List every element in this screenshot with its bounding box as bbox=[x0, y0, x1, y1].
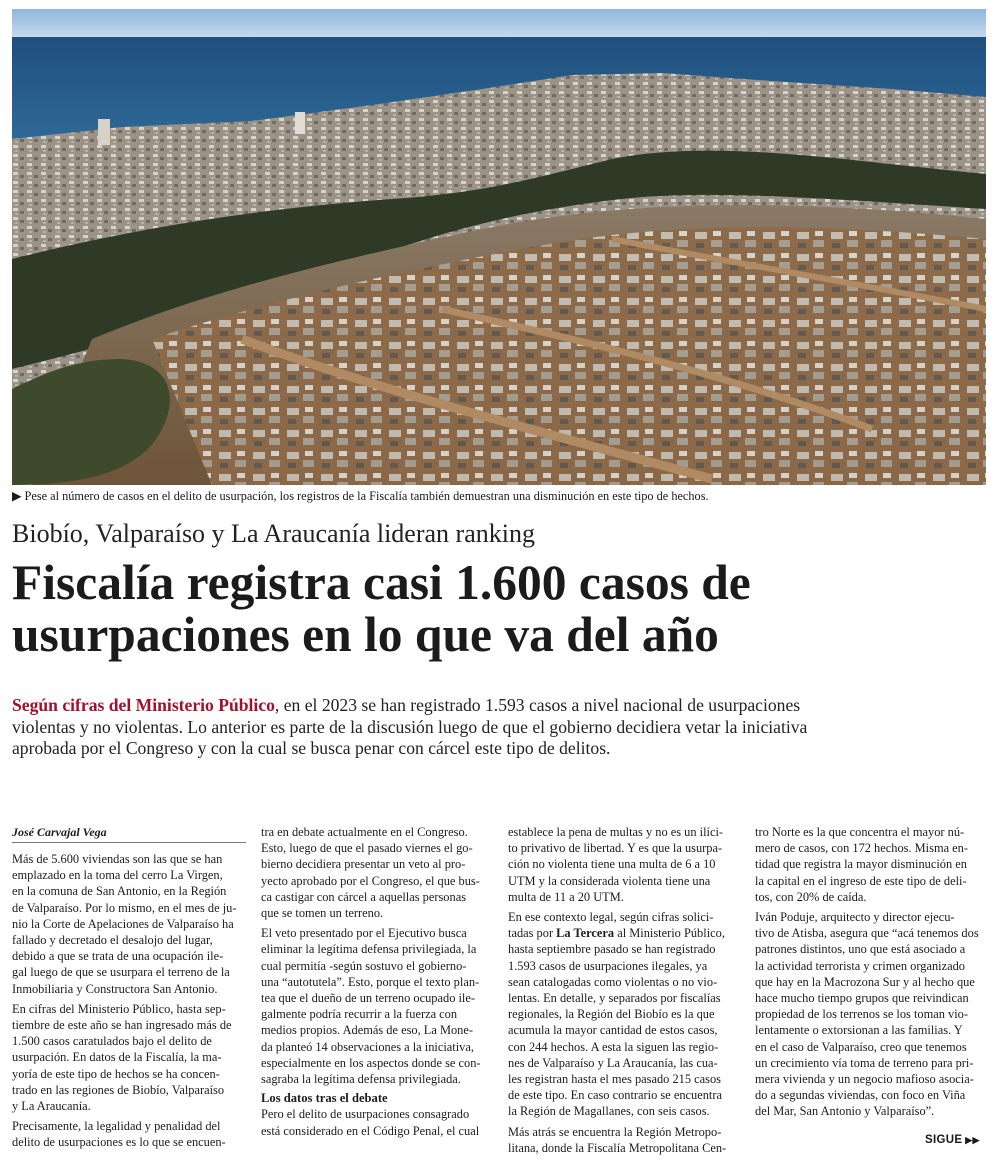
body-line: lentamente o extorsionan a las familias. Y bbox=[755, 1023, 963, 1038]
body-line: lentas. En detalle, y separados por fiscalías bbox=[508, 991, 721, 1006]
body-line: propiedad de los terrenos se los toman vio- bbox=[755, 1007, 969, 1022]
body-line: en la comuna de San Antonio, en la Región bbox=[12, 884, 227, 899]
lede-line-1 bbox=[12, 695, 992, 717]
body-line: multa de 11 a 20 UTM. bbox=[508, 889, 624, 904]
body-line: tivo de Atisba, asegura que “acá tenemos dos bbox=[755, 926, 979, 941]
body-line: con 244 hechos. A esta la siguen las regio- bbox=[508, 1039, 719, 1054]
body-line: yoría de este tipo de hechos se ha concen- bbox=[12, 1066, 220, 1081]
photo-caption bbox=[12, 489, 988, 503]
body-line: de Valparaíso. Por lo mismo, en el mes de ju- bbox=[12, 900, 237, 915]
body-line: da planteó 14 observaciones a la iniciativa, bbox=[261, 1039, 474, 1054]
lede bbox=[12, 695, 992, 760]
body-line: Precisamente, la legalidad y penalidad del bbox=[12, 1119, 221, 1134]
body-line: establece la pena de multas y no es un ilíci- bbox=[508, 825, 724, 839]
headline-line-1: Fiscalía registra casi 1.600 casos de bbox=[12, 555, 751, 610]
headline bbox=[12, 557, 992, 661]
headline-line-2: usurpaciones en lo que va del año bbox=[12, 607, 719, 662]
body-line: nes de Valparaíso y La Araucanía, las cua- bbox=[508, 1055, 718, 1070]
body-line: trado en las regiones de Biobío, Valparaíso bbox=[12, 1082, 225, 1097]
lede-lead-red: Según cifras del Ministerio Público bbox=[12, 695, 275, 715]
column-1-body bbox=[12, 851, 246, 1151]
column-3-body-b bbox=[508, 941, 742, 1156]
body-line: la capital en el ingreso de este tipo de deli- bbox=[755, 873, 967, 888]
article-column-3 bbox=[508, 824, 742, 1156]
body-line: tiembre de este año se han ingresado más de bbox=[12, 1018, 232, 1033]
aerial-photo bbox=[12, 9, 986, 485]
body-line: está considerado en el Código Penal, el cual bbox=[261, 1123, 480, 1138]
body-line: ción no violenta tiene una multa de 6 a 10 bbox=[508, 857, 716, 872]
body-line: galmente podría recurrir a la fuerza con bbox=[261, 1007, 458, 1022]
column-2-body-a bbox=[261, 824, 495, 1087]
body-line: que se tomen un terreno. bbox=[261, 906, 384, 921]
body-line: tro Norte es la que concentra el mayor nú- bbox=[755, 825, 965, 839]
article-column-1 bbox=[12, 824, 246, 1151]
body-line: delito de usurpaciones es lo que se encuen- bbox=[12, 1135, 226, 1150]
section-subhead: Los datos tras el debate bbox=[261, 1091, 388, 1106]
body-line: acumula la mayor cantidad de estos casos, bbox=[508, 1023, 718, 1038]
body-line: eliminar la legítima defensa privilegiada, la bbox=[261, 942, 477, 957]
body-line: una “autotutela”. Esto, porque el texto plan- bbox=[261, 974, 480, 989]
kicker: Biobío, Valparaíso y La Araucanía lideran ranking bbox=[12, 519, 535, 548]
newspaper-name: La Tercera bbox=[556, 926, 615, 941]
double-arrow-icon: ▶▶ bbox=[965, 1134, 980, 1145]
column-4-body bbox=[755, 824, 989, 1120]
body-line: cual permitía -según sostuvo el gobierno- bbox=[261, 958, 467, 973]
body-line: tra en debate actualmente en el Congreso. bbox=[261, 825, 468, 839]
body-line: mero de casos, con 172 hechos. Misma en- bbox=[755, 841, 968, 856]
body-line: Inmobiliaria y Constructora San Antonio. bbox=[12, 981, 218, 996]
body-line: Iván Poduje, arquitecto y director ejecu- bbox=[755, 910, 955, 925]
column-3-text: al Ministerio Público, bbox=[614, 926, 725, 941]
body-line: 1.593 casos de usurpaciones ilegales, ya bbox=[508, 958, 708, 973]
lede-line-2: violentas y no violentas. Lo anterior es parte de la discusión luego de que el gobierno decidiera vetar la iniciativa bbox=[12, 716, 808, 737]
body-line: nio la Corte de Apelaciones de Valparaíso ha bbox=[12, 916, 234, 931]
body-line: to privativo de libertad. Y es que la usurpa- bbox=[508, 841, 723, 856]
body-line: del Mar, San Antonio y Valparaíso”. bbox=[755, 1104, 935, 1119]
body-line: tidad que registra la mayor disminución en bbox=[755, 857, 967, 872]
body-line: especialmente en los aspectos donde se con- bbox=[261, 1055, 481, 1070]
body-line: mera vivienda y un negocio mafioso asocia- bbox=[755, 1072, 974, 1087]
body-line: tos, con 20% de caída. bbox=[755, 889, 867, 904]
caption-marker: ▶ bbox=[12, 489, 22, 503]
body-line: patrones distintos, uno que está asociado a bbox=[755, 942, 966, 957]
column-3-line: En ese contexto legal, según cifras solici- bbox=[508, 910, 714, 925]
body-line: bierno decidiera presentar un veto al pro- bbox=[261, 857, 466, 872]
column-2-body-b bbox=[261, 1106, 495, 1138]
body-line: que hay en la Macrozona Sur y al hecho que bbox=[755, 974, 975, 989]
body-line: El veto presentado por el Ejecutivo busca bbox=[261, 926, 467, 941]
body-line: do a segundas viviendas, con foco en Viña bbox=[755, 1088, 966, 1103]
body-line: Pero el delito de usurpaciones consagrado bbox=[261, 1107, 470, 1122]
body-line: hasta septiembre pasado se han registrado bbox=[508, 942, 716, 957]
aerial-photo-illustration bbox=[12, 9, 986, 485]
column-3-text: tadas por bbox=[508, 926, 557, 941]
body-line: emplazado en la toma del cerro La Virgen, bbox=[12, 868, 223, 883]
column-3-body-a bbox=[508, 824, 742, 909]
body-line: En cifras del Ministerio Público, hasta sep- bbox=[12, 1001, 226, 1016]
body-line: 1.500 casos caratulados bajo el delito de bbox=[12, 1034, 212, 1049]
body-line: y La Araucanía. bbox=[12, 1099, 91, 1114]
body-line: les registran hasta el mes pasado 215 casos bbox=[508, 1072, 721, 1087]
body-line: la Región de Magallanes, con seis casos. bbox=[508, 1104, 710, 1119]
body-line: medios propios. Además de eso, La Mone- bbox=[261, 1023, 473, 1038]
body-line: hace mucho tiempo grupos que reivindican bbox=[755, 991, 969, 1006]
caption-text: Pese al número de casos en el delito de usurpación, los registros de la Fiscalía también demuestran una disminución en este tipo de hechos. bbox=[24, 489, 709, 503]
body-line: regionales, la Región del Biobío es la que bbox=[508, 1007, 715, 1022]
body-line: la actividad terrorista y crimen organizado bbox=[755, 958, 965, 973]
byline: José Carvajal Vega bbox=[12, 824, 246, 843]
body-line: un crecimiento vía toma de terreno para pri- bbox=[755, 1055, 974, 1070]
body-line: de este tipo. En caso contrario se encuentra bbox=[508, 1088, 722, 1103]
lede-line-3: aprobada por el Congreso y con la cual se busca penar con cárcel este tipo de delitos. bbox=[12, 738, 611, 758]
body-line: Más de 5.600 viviendas son las que se han bbox=[12, 852, 223, 866]
article-column-2 bbox=[261, 824, 495, 1139]
body-line: en el caso de Valparaíso, creo que tenemos bbox=[755, 1039, 967, 1054]
body-line: yecto aprobado por el Congreso, el que bus- bbox=[261, 873, 480, 888]
lede-line-1-rest: , en el 2023 se han registrado 1.593 casos a nivel nacional de usurpaciones bbox=[274, 695, 801, 715]
continue-marker[interactable] bbox=[925, 1134, 980, 1146]
body-line: tea que el dueño de un terreno ocupado ile- bbox=[261, 991, 475, 1006]
body-line: Esto, luego de que el pasado viernes el go- bbox=[261, 841, 473, 856]
article-column-4 bbox=[755, 824, 989, 1120]
body-line: sean catalogadas como violentas o no vio- bbox=[508, 974, 718, 989]
body-line: litana, donde la Fiscalía Metropolitana Cen- bbox=[508, 1140, 727, 1155]
body-line: usurpación. En datos de la Fiscalía, la ma- bbox=[12, 1050, 222, 1065]
body-line: Más atrás se encuentra la Región Metropo- bbox=[508, 1124, 722, 1139]
body-line: UTM y la considerada violenta tiene una bbox=[508, 873, 711, 888]
body-line: fallado y decretado el desalojo del lugar, bbox=[12, 933, 213, 948]
continue-label: SIGUE bbox=[925, 1134, 963, 1146]
body-line: ca castigar con cárcel a aquellas personas bbox=[261, 889, 467, 904]
body-line: debido a que se trata de una ocupación ile- bbox=[12, 949, 224, 964]
body-line: gal luego de que se usurpara el terreno de la bbox=[12, 965, 230, 980]
body-line: sagraba la legítima defensa privilegiada. bbox=[261, 1072, 461, 1087]
column-3-line bbox=[508, 925, 742, 941]
